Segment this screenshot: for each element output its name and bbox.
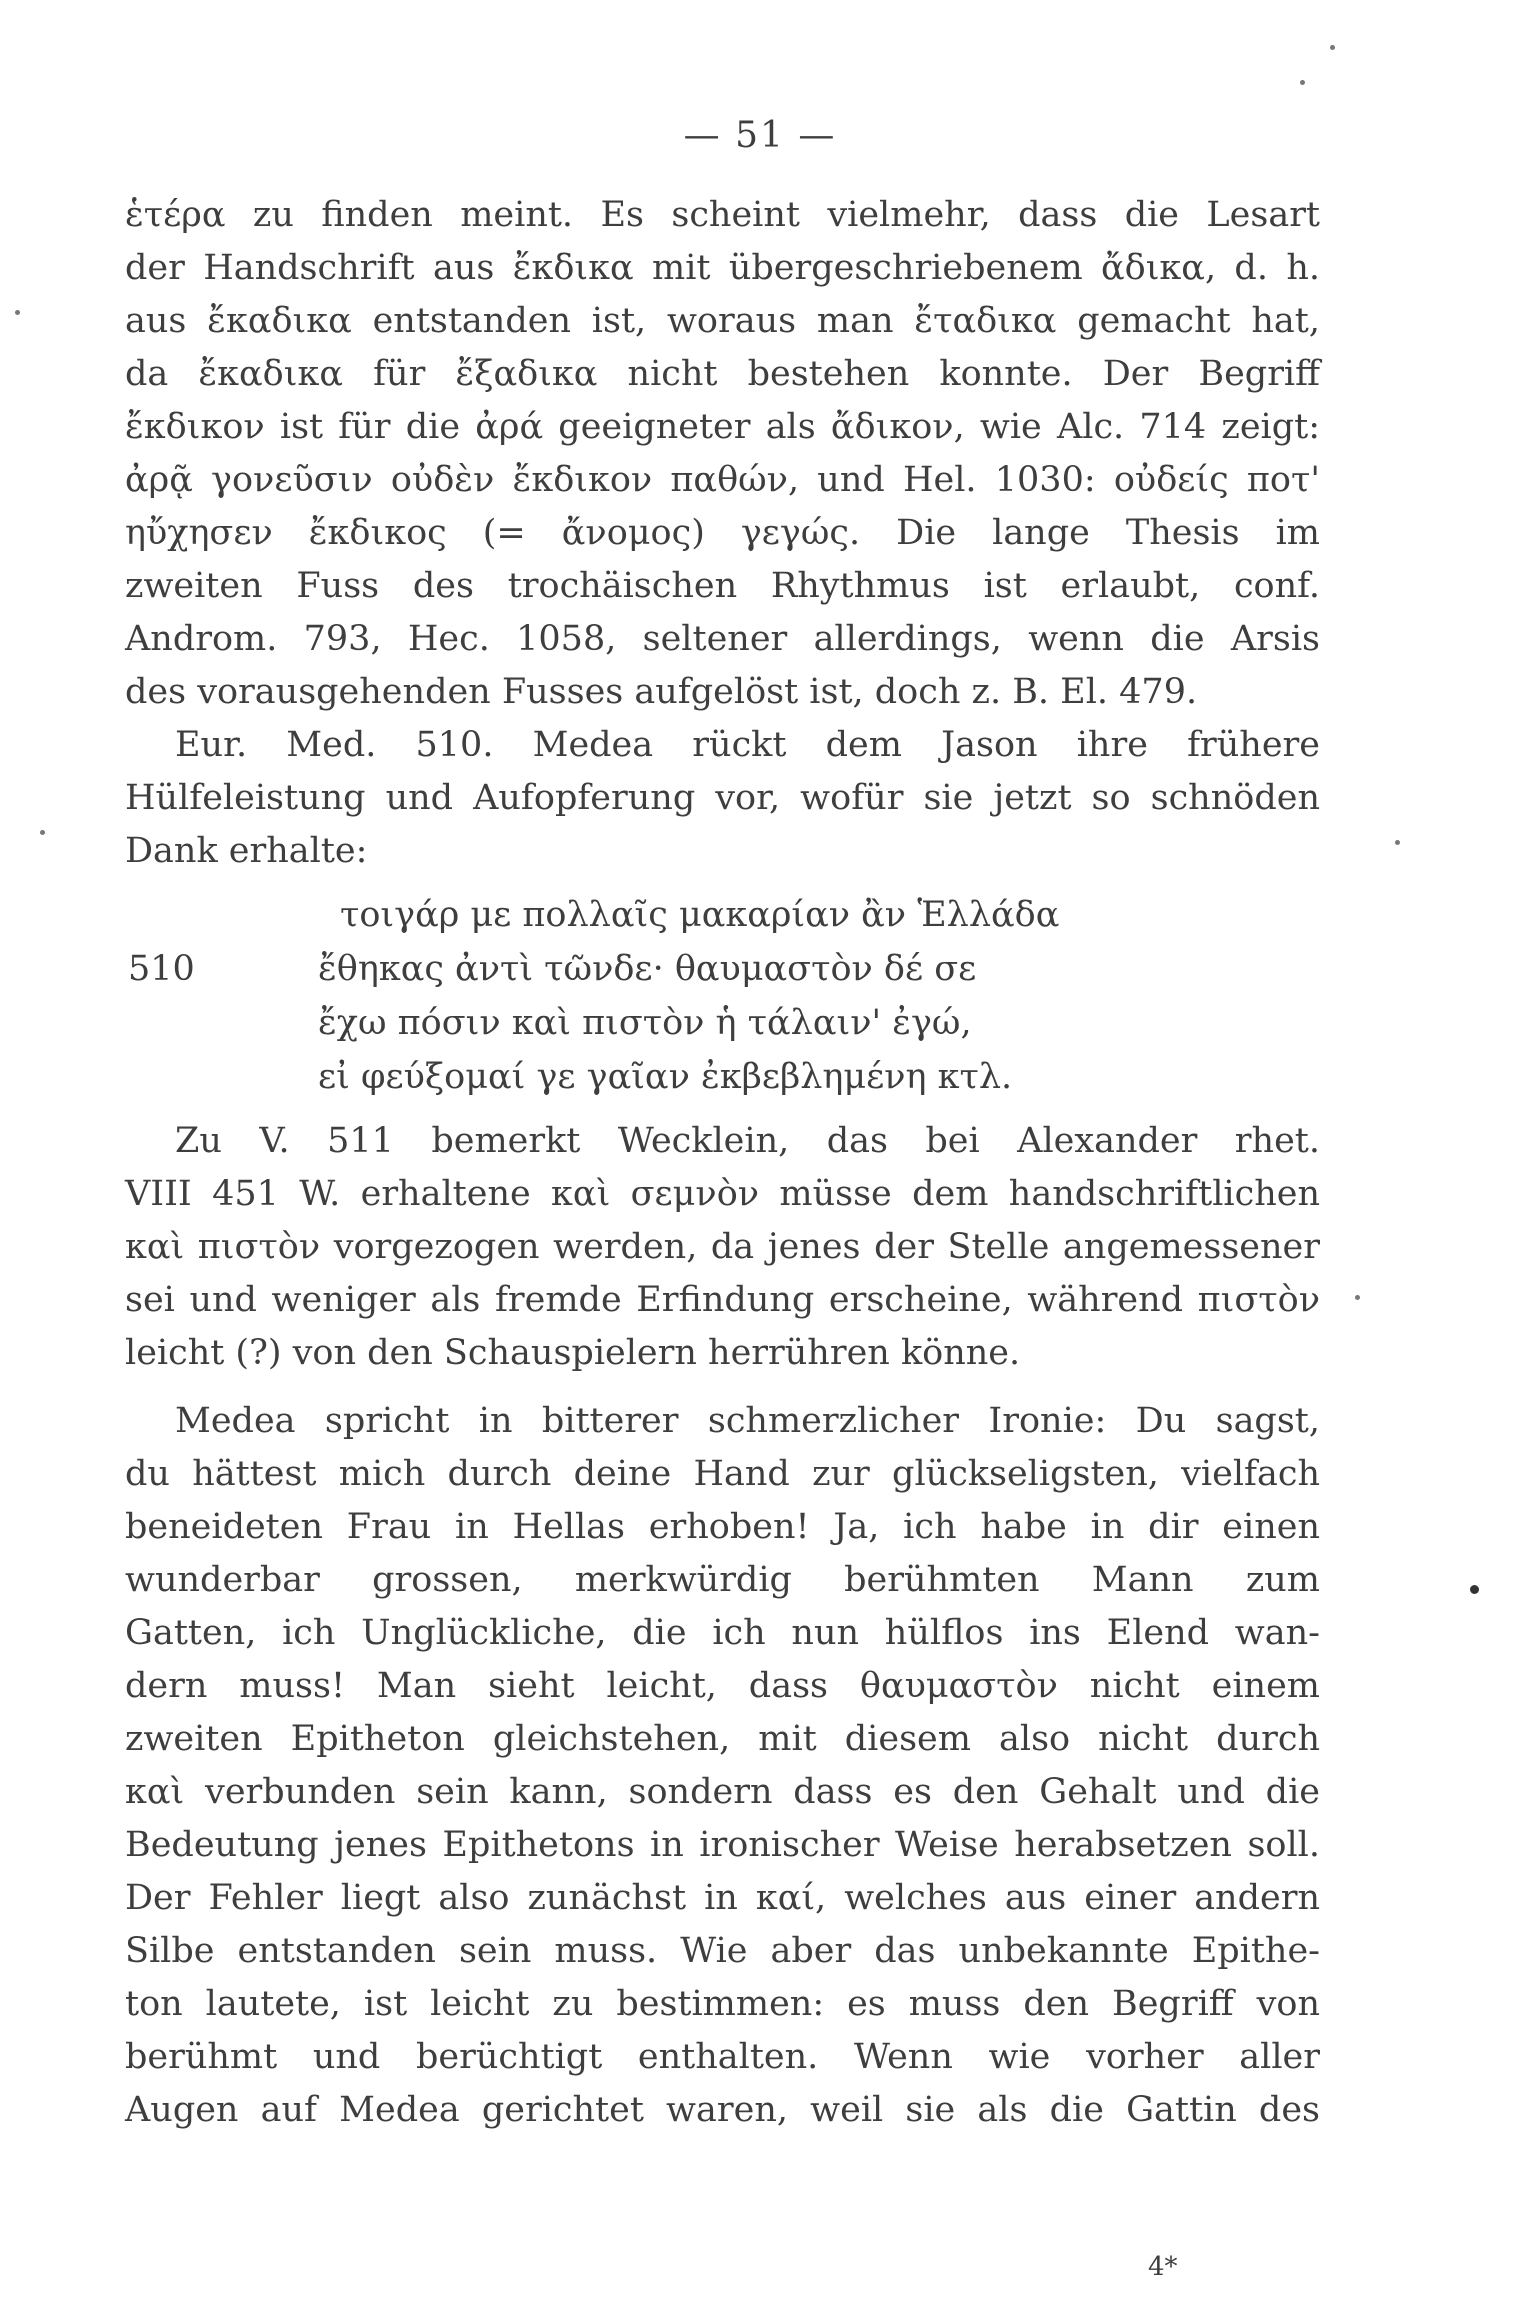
text-line: sei und weniger als fremde Erfindung erscheine, während πιστὸν	[125, 1280, 1320, 1320]
verse-line: ἔχω πόσιν καὶ πιστὸν ἡ τάλαιν' ἐγώ,	[318, 1003, 972, 1043]
text-line: leicht (?) von den Schauspielern herrühren könne.	[125, 1333, 1021, 1373]
scan-speck	[40, 830, 45, 835]
text-line: ηὔχησεν ἔκδικος (= ἄνομος) γεγώς. Die lange Thesis im	[125, 513, 1320, 553]
text-line: Gatten, ich Unglückliche, die ich nun hülflos ins Elend wan-	[125, 1613, 1320, 1653]
verse-line: ἔθηκας ἀντὶ τῶνδε· θαυμαστὸν δέ σε	[318, 949, 977, 989]
text-line: berühmt und berüchtigt enthalten. Wenn wie vorher aller	[125, 2037, 1320, 2077]
text-line: Androm. 793, Hec. 1058, seltener allerdings, wenn die Arsis	[125, 619, 1320, 659]
text-line: Medea spricht in bitterer schmerzlicher Ironie: Du sagst,	[175, 1401, 1320, 1441]
text-line: wunderbar grossen, merkwürdig berühmten Mann zum	[125, 1560, 1320, 1600]
text-line: Augen auf Medea gerichtet waren, weil sie als die Gattin des	[125, 2090, 1320, 2130]
text-line: καὶ πιστὸν vorgezogen werden, da jenes der Stelle angemessener	[125, 1227, 1320, 1267]
text-line: beneideten Frau in Hellas erhoben! Ja, ich habe in dir einen	[125, 1507, 1320, 1547]
text-line: des vorausgehenden Fusses aufgelöst ist, doch z. B. El. 479.	[125, 672, 1198, 712]
text-line: Eur. Med. 510. Medea rückt dem Jason ihre frühere	[175, 725, 1320, 765]
text-line: Der Fehler liegt also zunächst in καί, welches aus einer andern	[125, 1878, 1320, 1918]
text-line: Dank erhalte:	[125, 831, 368, 871]
text-line: zweiten Epitheton gleichstehen, mit diesem also nicht durch	[125, 1719, 1320, 1759]
printer-signature: 4*	[1148, 2252, 1178, 2282]
text-line: VIII 451 W. erhaltene καὶ σεμνὸν müsse dem handschriftlichen	[125, 1174, 1320, 1214]
text-line: der Handschrift aus ἔκδικα mit übergeschriebenem ἄδικα, d. h.	[125, 248, 1320, 288]
text-line: καὶ verbunden sein kann, sondern dass es den Gehalt und die	[125, 1772, 1320, 1812]
text-line: da ἔκαδικα für ἔξαδικα nicht bestehen konnte. Der Begriff	[125, 354, 1320, 394]
text-line: Hülfeleistung und Aufopferung vor, wofür sie jetzt so schnöden	[125, 778, 1320, 818]
text-line: Silbe entstanden sein muss. Wie aber das unbekannte Epithe-	[125, 1931, 1320, 1971]
text-line: Bedeutung jenes Epithetons in ironischer Weise herabsetzen soll.	[125, 1825, 1320, 1865]
scan-speck	[1330, 45, 1335, 50]
page-number: — 51 —	[683, 115, 837, 156]
text-line: ἑτέρα zu finden meint. Es scheint vielmehr, dass die Lesart	[125, 195, 1320, 235]
scan-speck	[15, 310, 20, 315]
scan-speck	[1470, 1585, 1479, 1594]
verse-line: τοιγάρ με πολλαῖς μακαρίαν ἂν Ἑλλάδα	[340, 895, 1060, 935]
scan-speck	[1355, 1295, 1360, 1300]
text-line: zweiten Fuss des trochäischen Rhythmus ist erlaubt, conf.	[125, 566, 1320, 606]
text-line: du hättest mich durch deine Hand zur glückseligsten, vielfach	[125, 1454, 1320, 1494]
text-line: Zu V. 511 bemerkt Wecklein, das bei Alexander rhet.	[175, 1121, 1320, 1161]
text-line: ἔκδικον ist für die ἀρά geeigneter als ἄδικον, wie Alc. 714 zeigt:	[125, 407, 1320, 447]
verse-line: εἰ φεύξομαί γε γαῖαν ἐκβεβλημένη κτλ.	[318, 1057, 1013, 1097]
text-line: dern muss! Man sieht leicht, dass θαυμαστὸν nicht einem	[125, 1666, 1320, 1706]
scan-speck	[1300, 80, 1305, 85]
scan-speck	[1395, 840, 1400, 845]
text-line: ἀρᾷ γονεῦσιν οὐδὲν ἔκδικον παθών, und Hel. 1030: οὐδείς ποτ'	[125, 460, 1320, 500]
text-line: aus ἔκαδικα entstanden ist, woraus man ἔταδικα gemacht hat,	[125, 301, 1320, 341]
verse-number: 510	[128, 949, 195, 989]
text-line: ton lautete, ist leicht zu bestimmen: es muss den Begriff von	[125, 1984, 1320, 2024]
